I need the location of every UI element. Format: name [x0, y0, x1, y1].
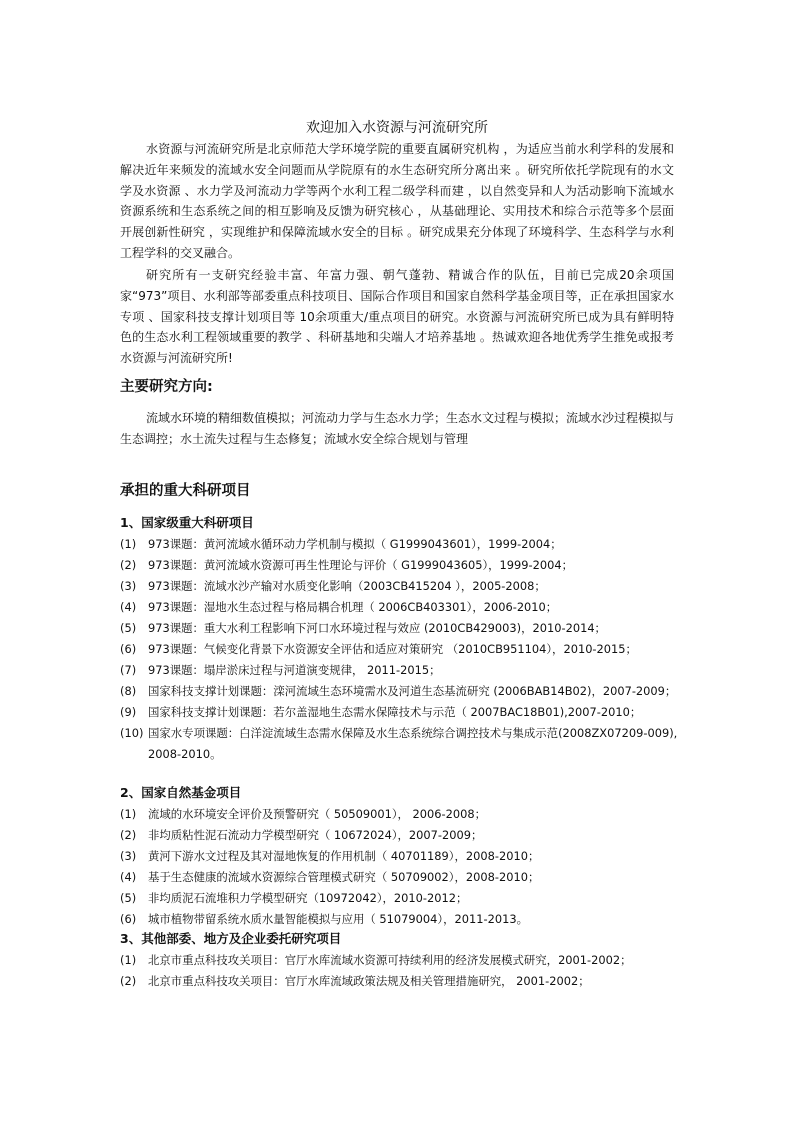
list-item	[120, 555, 680, 576]
list-item	[120, 867, 680, 888]
item-number: (5)	[120, 621, 137, 635]
item-number: (4)	[120, 600, 137, 614]
item-text: 流域的水环境安全评价及预警研究（ 50509001）， 2006-2008；	[148, 807, 487, 821]
nsfc-projects-list	[120, 804, 680, 930]
item-text: 北京市重点科技攻关项目：官厅水库流域政策法规及相关管理措施研究， 2001-2002；	[148, 974, 590, 988]
national-projects-list	[120, 534, 680, 765]
projects-heading: 承担的重大科研项目	[120, 483, 251, 499]
list-item	[120, 909, 680, 930]
item-number: (1)	[120, 807, 137, 821]
item-text: 973课题：重大水利工程影响下河口水环境过程与效应 (2010CB429003)，2010-2014；	[148, 621, 606, 635]
directions-text: 流域水环境的精细数值模拟；河流动力学与生态水力学；生态水文过程与模拟；流域水沙过程模拟与生态调控；水土流失过程与生态修复；流域水安全综合规划与管理	[120, 411, 675, 446]
list-item	[120, 534, 680, 555]
item-text: 973课题：黄河流域水资源可再生性理论与评价（ G1999043605），1999-2004；	[148, 558, 574, 572]
item-number: (5)	[120, 891, 137, 905]
section-heading-national: 1、国家级重大科研项目	[120, 515, 254, 530]
item-text: 973课题：塌岸淤床过程与河道演变规律， 2011-2015；	[148, 663, 441, 677]
item-text: 国家科技支撑计划课题：若尔盖湿地生态需水保障技术与示范（ 2007BAC18B01),2007-2010；	[148, 705, 642, 719]
list-item	[120, 950, 680, 971]
list-item	[120, 702, 680, 723]
item-text: 973课题：气候变化背景下水资源安全评估和适应对策研究 （2010CB951104），2010-2015；	[148, 642, 637, 656]
item-text: 基于生态健康的流域水资源综合管理模式研究（ 50709002），2008-2010；	[148, 870, 540, 884]
item-text: 非均质泥石流堆积力学模型研究（10972042），2010-2012；	[148, 891, 468, 905]
other-projects-list	[120, 950, 680, 992]
item-number: (1)	[120, 953, 137, 967]
item-number: (8)	[120, 684, 137, 698]
item-text: 国家科技支撑计划课题：滦河流域生态环境需水及河道生态基流研究 (2006BAB14B02)，2007-2009；	[148, 684, 677, 698]
list-item	[120, 804, 680, 825]
list-item	[120, 618, 680, 639]
item-number: (4)	[120, 870, 137, 884]
item-text: 非均质粘性泥石流动力学模型研究（ 10672024），2007-2009；	[148, 828, 483, 842]
item-number: (3)	[120, 849, 137, 863]
item-number: (9)	[120, 705, 137, 719]
list-item	[120, 825, 680, 846]
item-number: (2)	[120, 558, 137, 572]
list-item	[120, 576, 680, 597]
page-title: 欢迎加入水资源与河流研究所	[306, 120, 488, 136]
list-item	[120, 681, 680, 702]
item-number: (1)	[120, 537, 137, 551]
list-item	[120, 597, 680, 618]
item-number: (3)	[120, 579, 137, 593]
item-number: (6)	[120, 912, 137, 926]
intro-paragraph-2: 研究所有一支研究经验丰富、年富力强、朝气蓬勃、精诚合作的队伍，目前已完成20余项国家“973”项目、水利部等部委重点科技项目、国际合作项目和国家自然科学基金项目等，正在承担国家水专项 、国家科技支撑计划项目等 10余项重大/重点项目的研究。水资源与河流研究所已成为具有鲜明特色的生态水利工程领域重要的教学 、科研基地和尖端人才培养基地 。热诚欢迎各地优秀学生推免或报考水资源与河流研究所!	[120, 268, 674, 366]
item-text: 黄河下游水文过程及其对湿地恢复的作用机制（ 40701189），2008-2010；	[148, 849, 540, 863]
item-text: 城市植物带留系统水质水量智能模拟与应用（ 51079004），2011-2013。	[148, 912, 528, 926]
item-number: (2)	[120, 828, 137, 842]
item-text: 973课题：湿地水生态过程与格局耦合机理（ 2006CB403301），2006-2010；	[148, 600, 558, 614]
list-item	[120, 846, 680, 867]
item-number: (2)	[120, 974, 137, 988]
list-item	[120, 660, 680, 681]
intro-paragraph-1: 水资源与河流研究所是北京师范大学环境学院的重要直属研究机构 ，为适应当前水利学科的发展和解决近年来频发的流域水安全问题而从学院原有的水生态研究所分离出来 。研究所依托学院现有的水文学及水资源 、水力学及河流动力学等两个水利工程二级学科而建 ，以自然变异和人为活动影响下流域水资源系统和生态系统之间的相互影响及反馈为研究核心 ，从基础理论、实用技术和综合示范等多个层面开展创新性研究 ，实现维护和保障流域水安全的目标 。研究成果充分体现了环境科学、生态科学与水利工程学科的交叉融合。	[120, 142, 674, 260]
directions-heading: 主要研究方向:	[120, 379, 213, 395]
item-text: 北京市重点科技攻关项目：官厅水库流域水资源可持续利用的经济发展模式研究，2001-2002；	[148, 953, 632, 967]
item-number: (6)	[120, 642, 137, 656]
item-text: 973课题：流域水沙产输对水质变化影响（2003CB415204 ），2005-2008；	[148, 579, 546, 593]
list-item	[120, 723, 680, 765]
section-heading-other: 3、其他部委、地方及企业委托研究项目	[120, 931, 342, 946]
section-heading-nsfc: 2、国家自然基金项目	[120, 785, 242, 800]
list-item	[120, 971, 680, 992]
item-number: (7)	[120, 663, 137, 677]
item-text: 973课题：黄河流域水循环动力学机制与模拟（ G1999043601），1999-2004；	[148, 537, 562, 551]
item-number: (10)	[120, 726, 144, 740]
list-item	[120, 639, 680, 660]
list-item	[120, 888, 680, 909]
item-text: 国家水专项课题：白洋淀流域生态需水保障及水生态系统综合调控技术与集成示范(2008ZX07209-009), 2008-2010。	[148, 726, 678, 761]
